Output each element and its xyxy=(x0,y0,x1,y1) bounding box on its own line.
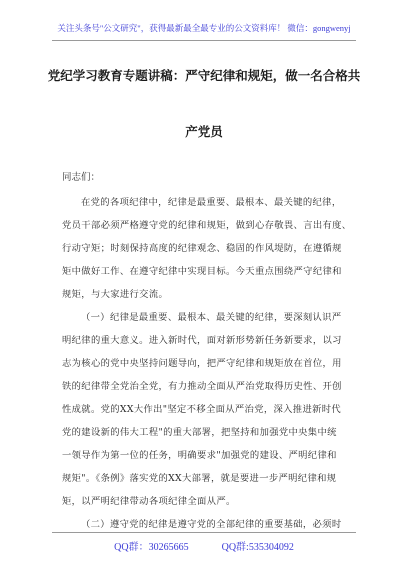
body-line: 党的建设新的伟大工程"的重大部署，把坚持和加强党中央集中统 xyxy=(62,427,337,438)
body-line: （一）纪律是最重要、最根本、最关键的纪律，要深刻认识严 xyxy=(81,312,342,323)
footer xyxy=(0,538,408,553)
body-line: 在党的各项纪律中，纪律是最重要、最根本、最关键的纪律， xyxy=(81,197,342,208)
header-divider xyxy=(52,40,356,41)
body-line: 性成就。党的XX大作出"坚定不移全面从严治党，深入推进新时代 xyxy=(62,404,342,415)
body-line: （二）遵守党的纪律是遵守党的全部纪律的重要基础，必须时 xyxy=(81,519,342,530)
body-line: 矩中做好工作、在遵守纪律中实现目标。今天重点围绕严守纪律和 xyxy=(62,266,342,277)
footer-qq-group-1: QQ群：30265665 xyxy=(114,542,189,553)
body-line: 明纪律的重大意义。进入新时代，面对新形势新任务新要求，以习 xyxy=(62,335,342,346)
document-title-line-1: 党纪学习教育专题讲稿：严守纪律和规矩，做一名合格共 xyxy=(47,68,361,83)
body-line: 志为核心的党中央坚持问题导向，把严守纪律和规矩放在首位，用 xyxy=(62,358,342,369)
body-line: 行动守矩；时刻保持高度的纪律观念、稳固的作风堤防，在遵循规 xyxy=(62,243,342,254)
header-banner: 关注头条号"公文研究"，获得最新最全最专业的公文资料库！ 微信：gongwenyj xyxy=(57,23,351,33)
greeting: 同志们： xyxy=(62,172,101,183)
footer-divider xyxy=(52,532,356,533)
body-line: 一领导作为第一位的任务，明确要求"加强党的建设、严明纪律和 xyxy=(62,450,337,461)
body-line: 规矩，与大家进行交流。 xyxy=(62,289,169,300)
body-line: 规矩"。《条例》落实党的XX大部署，就是要进一步严明纪律和规 xyxy=(62,473,337,484)
body-line: 党员干部必须严格遵守党的纪律和规矩，做到心存敬畏、言出有度、 xyxy=(62,220,352,231)
body-line: 矩，以严明纪律带动各项纪律全面从严。 xyxy=(62,496,236,507)
footer-qq-group-2: QQ群:535304092 xyxy=(221,542,294,553)
body-line: 铁的纪律带全党治全党，有力推动全面从严治党取得历史性、开创 xyxy=(62,381,342,392)
document-title-line-2: 产党员 xyxy=(185,124,223,139)
